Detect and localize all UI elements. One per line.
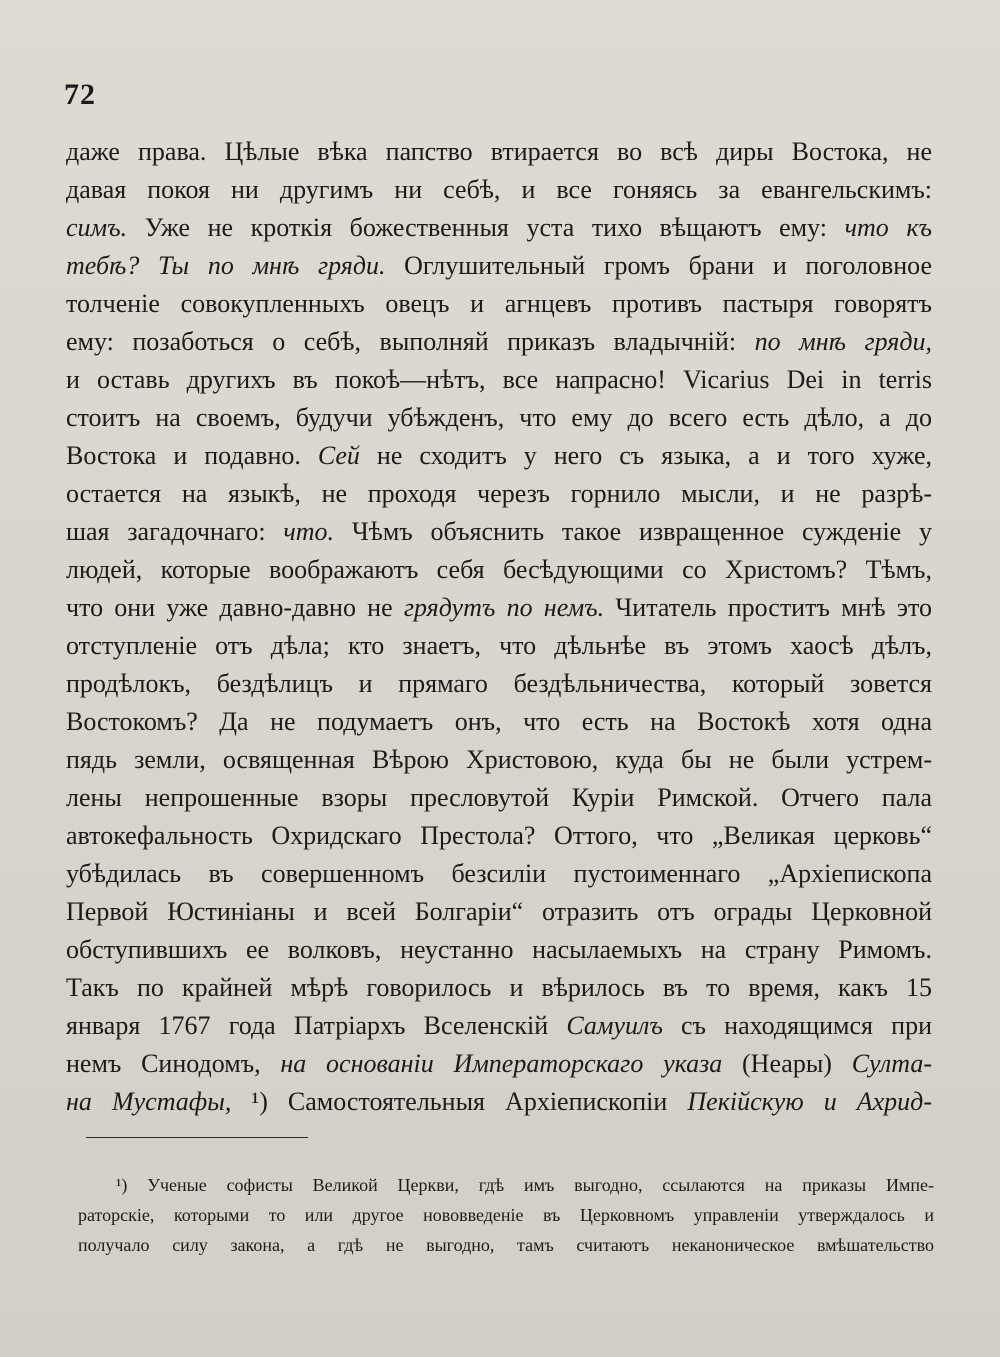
footnote-line: получало силу закона, а гдѣ не выгодно, тамъ считаютъ неканоническое вмѣшательство bbox=[78, 1235, 934, 1255]
italic-text: на основаніи Императорскаго указа bbox=[280, 1049, 723, 1078]
text-segment: обступившихъ ее волковъ, неустанно насылаемыхъ на страну Римомъ. bbox=[66, 935, 932, 964]
italic-text: что къ bbox=[844, 213, 932, 242]
footnote-divider bbox=[86, 1137, 308, 1138]
text-segment: стоитъ на своемъ, будучи убѣжденъ, что ему до всего есть дѣло, а до bbox=[66, 403, 932, 432]
text-segment: Уже не кроткія божественныя уста тихо вѣщаютъ ему: bbox=[127, 213, 845, 242]
text-segment: толченіе совокупленныхъ овецъ и агнцевъ противъ пастыря говорятъ bbox=[66, 289, 932, 318]
text-line bbox=[66, 855, 932, 893]
text-segment: и оставь другихъ въ покоѣ—нѣтъ, все напрасно! Vicarius Dei in terris bbox=[66, 365, 932, 394]
italic-text: Сей bbox=[317, 441, 360, 470]
text-segment: автокефальность Охридскаго Престола? Оттого, что „Великая церковь“ bbox=[66, 821, 932, 850]
text-line bbox=[66, 361, 932, 399]
text-line bbox=[66, 779, 932, 817]
text-segment: Оглушительный громъ брани и поголовное bbox=[385, 251, 932, 280]
text-segment: пядь земли, освященная Вѣрою Христовою, куда бы не были устрем- bbox=[66, 745, 932, 774]
text-segment: съ находящимся при bbox=[662, 1011, 932, 1040]
text-line bbox=[66, 931, 932, 969]
text-segment: давая покоя ни другимъ ни себѣ, и все гоняясь за евангельскимъ: bbox=[66, 175, 932, 204]
text-segment: ¹) Самостоятельныя Архіепископіи bbox=[231, 1087, 688, 1116]
text-line bbox=[66, 665, 932, 703]
text-segment: Читатель проститъ мнѣ это bbox=[604, 593, 932, 622]
text-segment: отступленіе отъ дѣла; кто знаетъ, что дѣльнѣе въ этомъ хаосѣ дѣлъ, bbox=[66, 631, 932, 660]
italic-text: Султа- bbox=[851, 1049, 932, 1078]
page-number: 72 bbox=[64, 78, 96, 111]
text-segment: лены непрошенные взоры пресловутой Куріи Римской. Отчего пала bbox=[66, 783, 932, 812]
text-segment: января 1767 года Патріархъ Вселенскій bbox=[66, 1011, 567, 1040]
text-segment: Первой Юстиніаны и всей Болгаріи“ отразить отъ ограды Церковной bbox=[66, 897, 932, 926]
text-line bbox=[66, 247, 932, 285]
text-segment: Такъ по крайней мѣрѣ говорилось и вѣрилось въ то время, какъ 15 bbox=[66, 973, 932, 1002]
text-line bbox=[66, 513, 932, 551]
text-line bbox=[66, 209, 932, 247]
italic-text: Самуилъ bbox=[566, 1011, 663, 1040]
text-line bbox=[66, 399, 932, 437]
italic-text: тебѣ? Ты по мнѣ гряди. bbox=[66, 251, 386, 280]
italic-text: Пекійскую и Ахрид- bbox=[687, 1087, 932, 1116]
text-line bbox=[66, 551, 932, 589]
text-segment: остается на языкѣ, не проходя черезъ горнило мысли, и не разрѣ- bbox=[66, 479, 932, 508]
text-segment: даже права. Цѣлые вѣка папство втирается во всѣ диры Востока, не bbox=[66, 137, 932, 166]
italic-text: что. bbox=[283, 517, 335, 546]
footnote-line: ¹) Ученые софисты Великой Церкви, гдѣ имъ выгодно, ссылаются на приказы Импе- bbox=[116, 1175, 934, 1195]
text-segment: Чѣмъ объяснить такое извращенное сужденіе у bbox=[334, 517, 932, 546]
italic-text: симъ. bbox=[66, 213, 128, 242]
italic-text: по мнѣ гряди, bbox=[754, 327, 932, 356]
text-line bbox=[66, 475, 932, 513]
text-line bbox=[66, 171, 932, 209]
text-line bbox=[66, 627, 932, 665]
main-text bbox=[66, 133, 932, 1121]
text-line bbox=[66, 133, 932, 171]
text-segment: что они уже давно-давно не bbox=[66, 593, 404, 622]
text-line bbox=[66, 285, 932, 323]
text-line bbox=[66, 589, 932, 627]
footnote-line: раторскіе, которыми то или другое нововведеніе въ Церковномъ управленіи утверждалось и bbox=[78, 1205, 934, 1225]
text-segment: немъ Синодомъ, bbox=[66, 1049, 281, 1078]
footnotes bbox=[78, 1170, 934, 1260]
text-line bbox=[66, 969, 932, 1007]
text-segment: Востокомъ? Да не подумаетъ онъ, что есть на Востокѣ хотя одна bbox=[66, 707, 932, 736]
text-line bbox=[66, 703, 932, 741]
text-line bbox=[66, 437, 932, 475]
text-segment: шая загадочнаго: bbox=[66, 517, 284, 546]
italic-text: на Мустафы, bbox=[66, 1087, 232, 1116]
text-line bbox=[66, 893, 932, 931]
text-segment: убѣдилась въ совершенномъ безсиліи пустоименнаго „Архіепископа bbox=[66, 859, 932, 888]
text-segment: (Неары) bbox=[722, 1049, 852, 1078]
text-line bbox=[66, 817, 932, 855]
text-line bbox=[66, 323, 932, 361]
text-segment: людей, которые воображаютъ себя бесѣдующими со Христомъ? Тѣмъ, bbox=[66, 555, 932, 584]
text-line bbox=[66, 1045, 932, 1083]
text-segment: ему: позаботься о себѣ, выполняй приказъ владычній: bbox=[66, 327, 755, 356]
text-line bbox=[66, 1083, 932, 1121]
text-line bbox=[66, 1007, 932, 1045]
italic-text: грядутъ по немъ. bbox=[403, 593, 605, 622]
text-line bbox=[66, 741, 932, 779]
text-segment: не сходитъ у него съ языка, а и того хуже, bbox=[359, 441, 932, 470]
text-segment: продѣлокъ, бездѣлицъ и прямаго бездѣльничества, который зовется bbox=[66, 669, 932, 698]
text-segment: Востока и подавно. bbox=[66, 441, 318, 470]
